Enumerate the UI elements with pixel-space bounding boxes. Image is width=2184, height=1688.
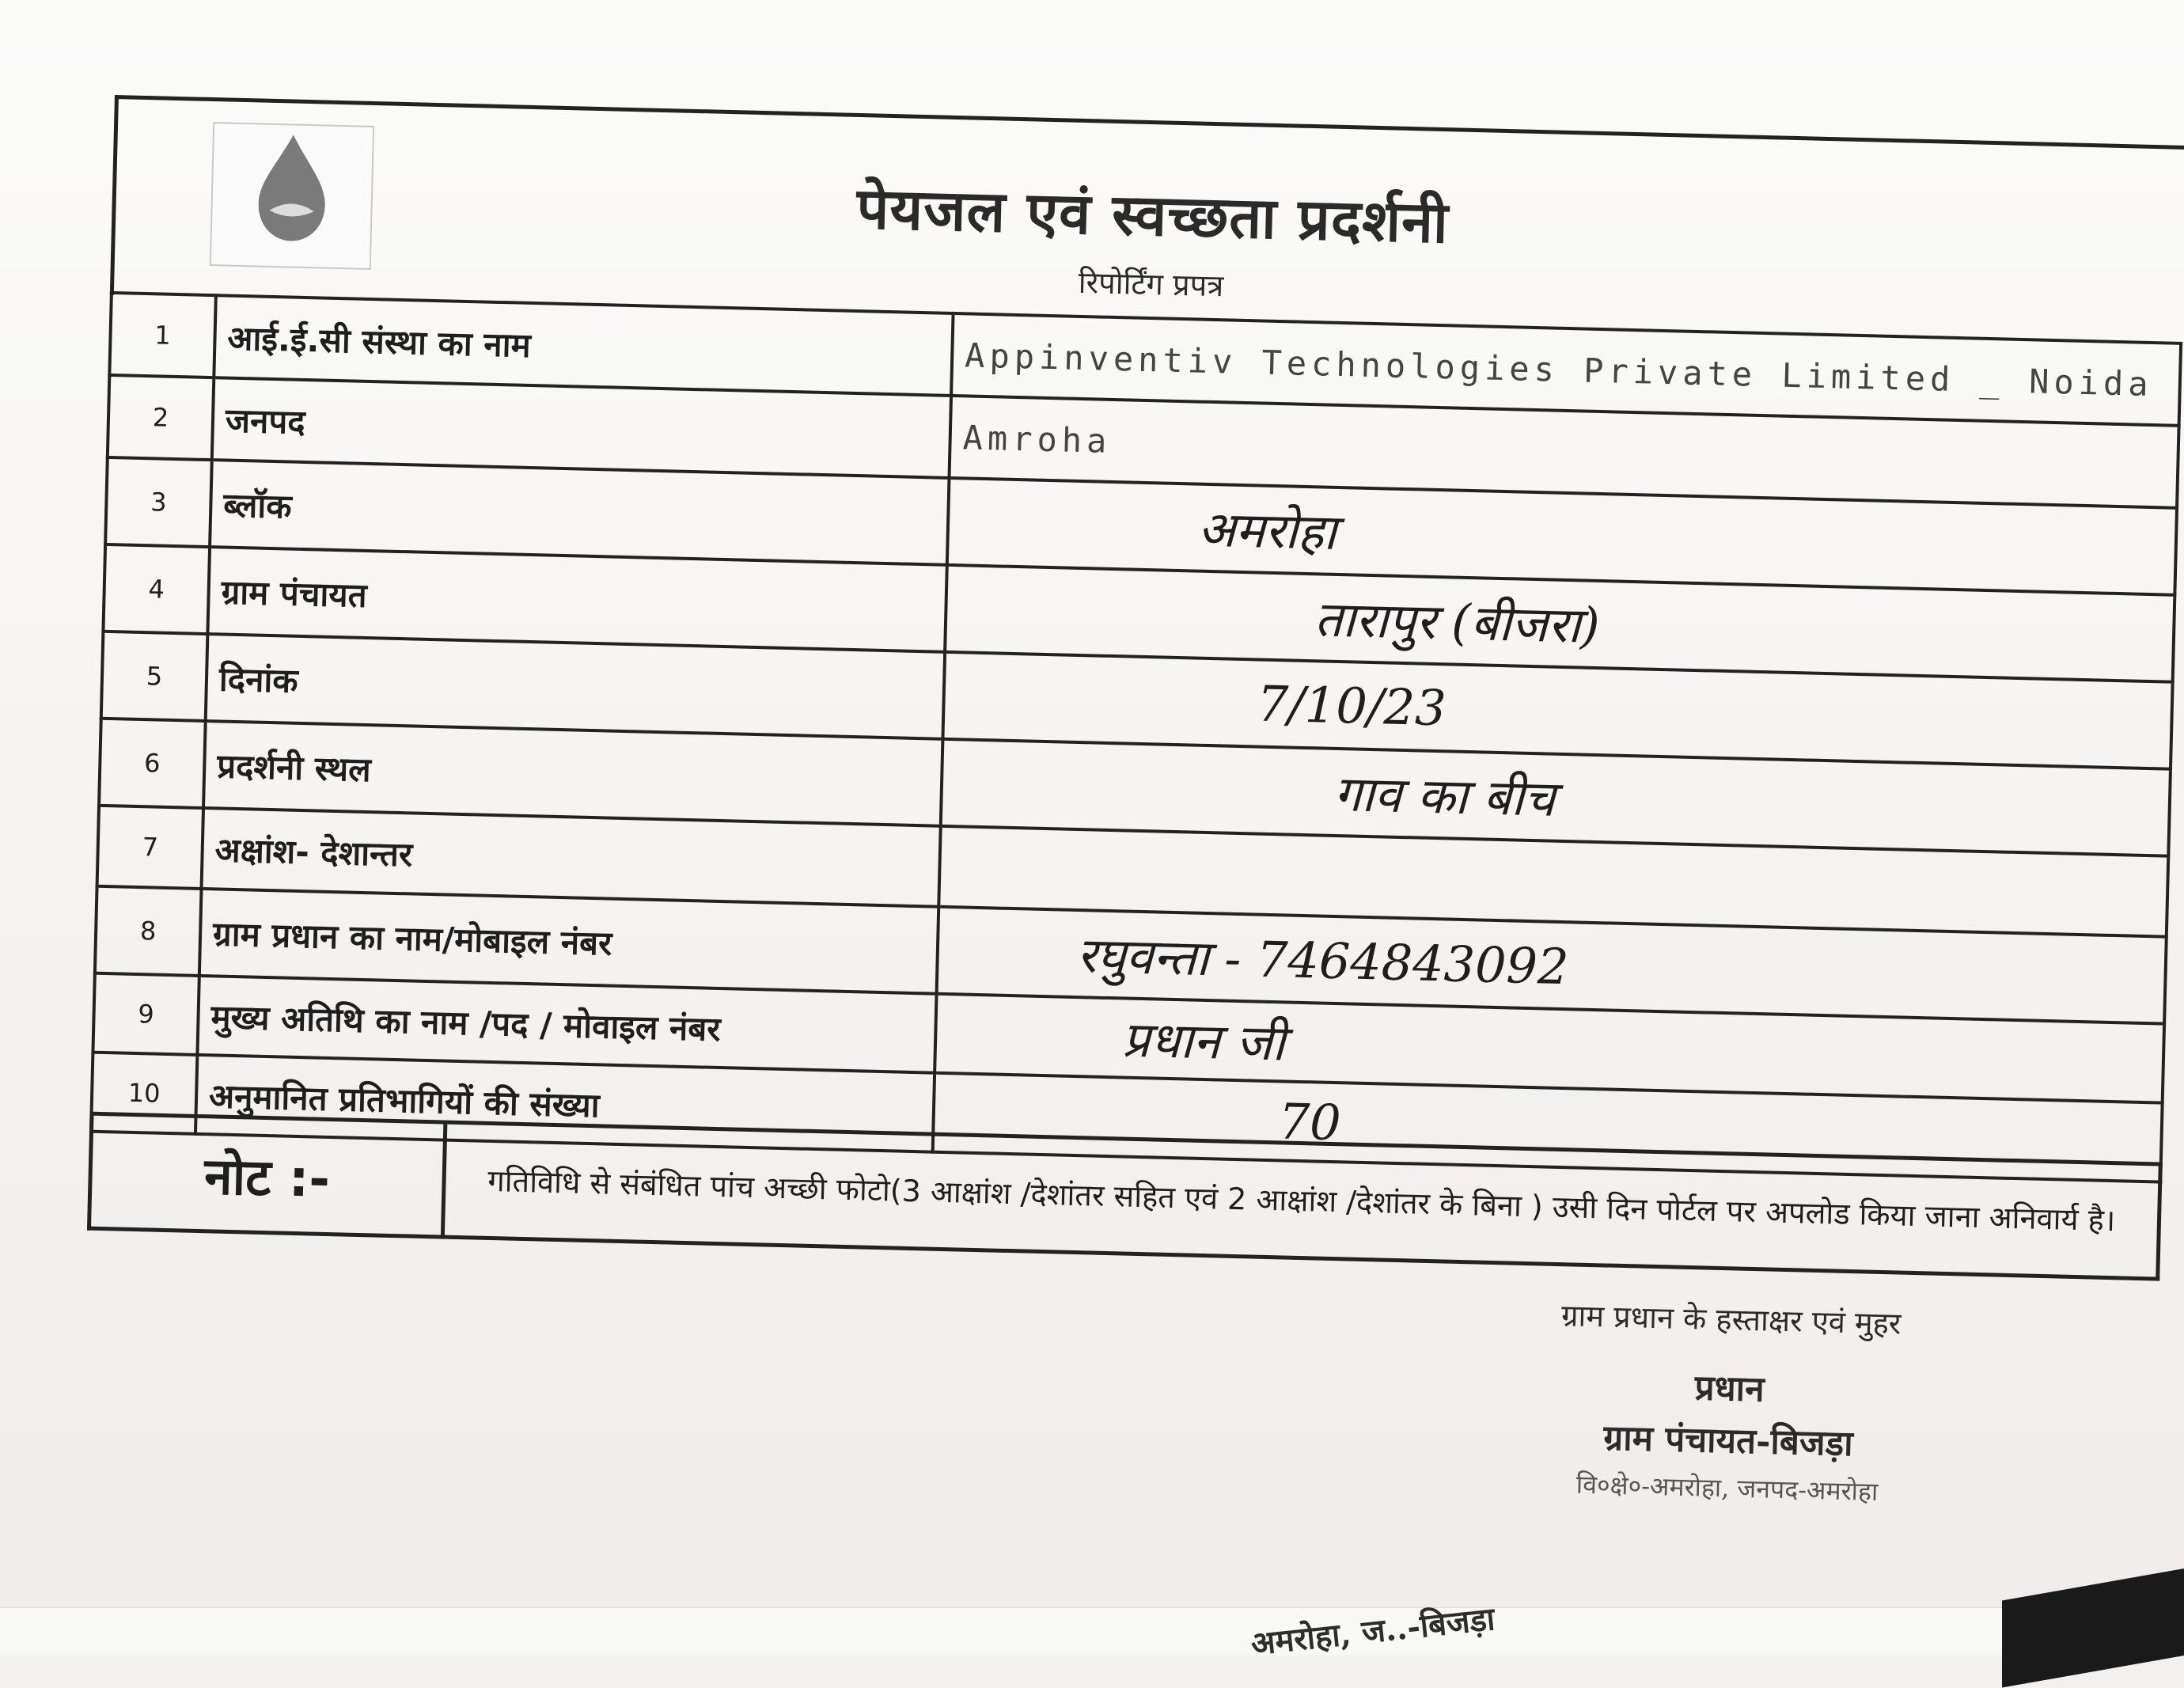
block-value: अमरोहा [1197, 499, 1337, 561]
underlying-paper [0, 1607, 2184, 1656]
row-label: आई.ई.सी संस्था का नाम [214, 295, 953, 396]
venue-value: गाव का बीच [1333, 764, 1556, 828]
note-text: गतिविधि से संबंधित पांच अच्छी फोटो(3 आक्षांश /देशांतर सहित एवं 2 आक्षांश /देशांतर के बिना ) उसी दिन पोर्टल पर अपलोड किया जाना अनिवार्य है। [442, 1122, 2160, 1279]
row-number: 6 [99, 719, 206, 808]
row-label: मुख्य अतिथि का नाम /पद / मोवाइल नंबर [197, 976, 936, 1073]
row-label: दिनांक [206, 634, 945, 739]
row-number: 4 [103, 544, 210, 634]
signature-block [1505, 1293, 1953, 1511]
row-label: प्रदर्शनी स्थल [203, 721, 942, 826]
date-value: 7/10/23 [1256, 674, 1447, 737]
row-label: ग्राम प्रधान का नाम/मोबाइल नंबर [199, 889, 938, 994]
row-number: 9 [93, 973, 199, 1055]
pradhan-name-mobile-value: रघुवन्ता - 7464843092 [1075, 926, 1570, 996]
stamp-district: वि०क्षे०-अमरोहा, जनपद-अमरोहा [1575, 1469, 1879, 1507]
stamp-panchayat: ग्राम पंचायत-बिजड़ा [1602, 1417, 1854, 1465]
row-number: 7 [97, 806, 203, 889]
details-table [89, 291, 2182, 1184]
note-label: नोट :- [89, 1113, 446, 1237]
form-title: पेयजल एवं स्वच्छता प्रदर्शनी [855, 173, 1450, 256]
row-label: अक्षांश- देशान्तर [202, 808, 941, 907]
row-number: 1 [109, 293, 216, 377]
row-number: 10 [91, 1053, 197, 1134]
form-sheet [84, 95, 2184, 1507]
row-label: ग्राम पंचायत [207, 547, 946, 652]
form-subtitle: रिपोर्टिंग प्रपत्र [1078, 264, 1224, 304]
chief-guest-value: प्रधान जी [1121, 1010, 1286, 1072]
bottom-stamp-fragment: अमरोहा, ज..-बिजड़ा [1249, 1599, 1497, 1663]
row-label: जनपद [212, 377, 951, 478]
row-label: ब्लॉक [210, 460, 949, 565]
row-label: अनुमानित प्रतिभागियों की संख्या [195, 1055, 935, 1152]
organisation-name: Appinventiv Technologies Private Limited _ Noida [964, 335, 2154, 404]
row-number: 3 [105, 457, 212, 547]
signature-caption: ग्राम प्रधान के हस्ताक्षर एवं मुहर [1560, 1298, 1902, 1341]
gram-panchayat-value: तारापुर (बीजरा) [1314, 590, 1601, 655]
row-number: 8 [95, 886, 202, 976]
stamp-designation: प्रधान [1694, 1367, 1765, 1410]
row-number: 2 [108, 375, 214, 460]
district-value: Amroha [962, 417, 1113, 461]
row-number: 5 [101, 632, 208, 721]
participant-count-value: 70 [1277, 1091, 1342, 1151]
